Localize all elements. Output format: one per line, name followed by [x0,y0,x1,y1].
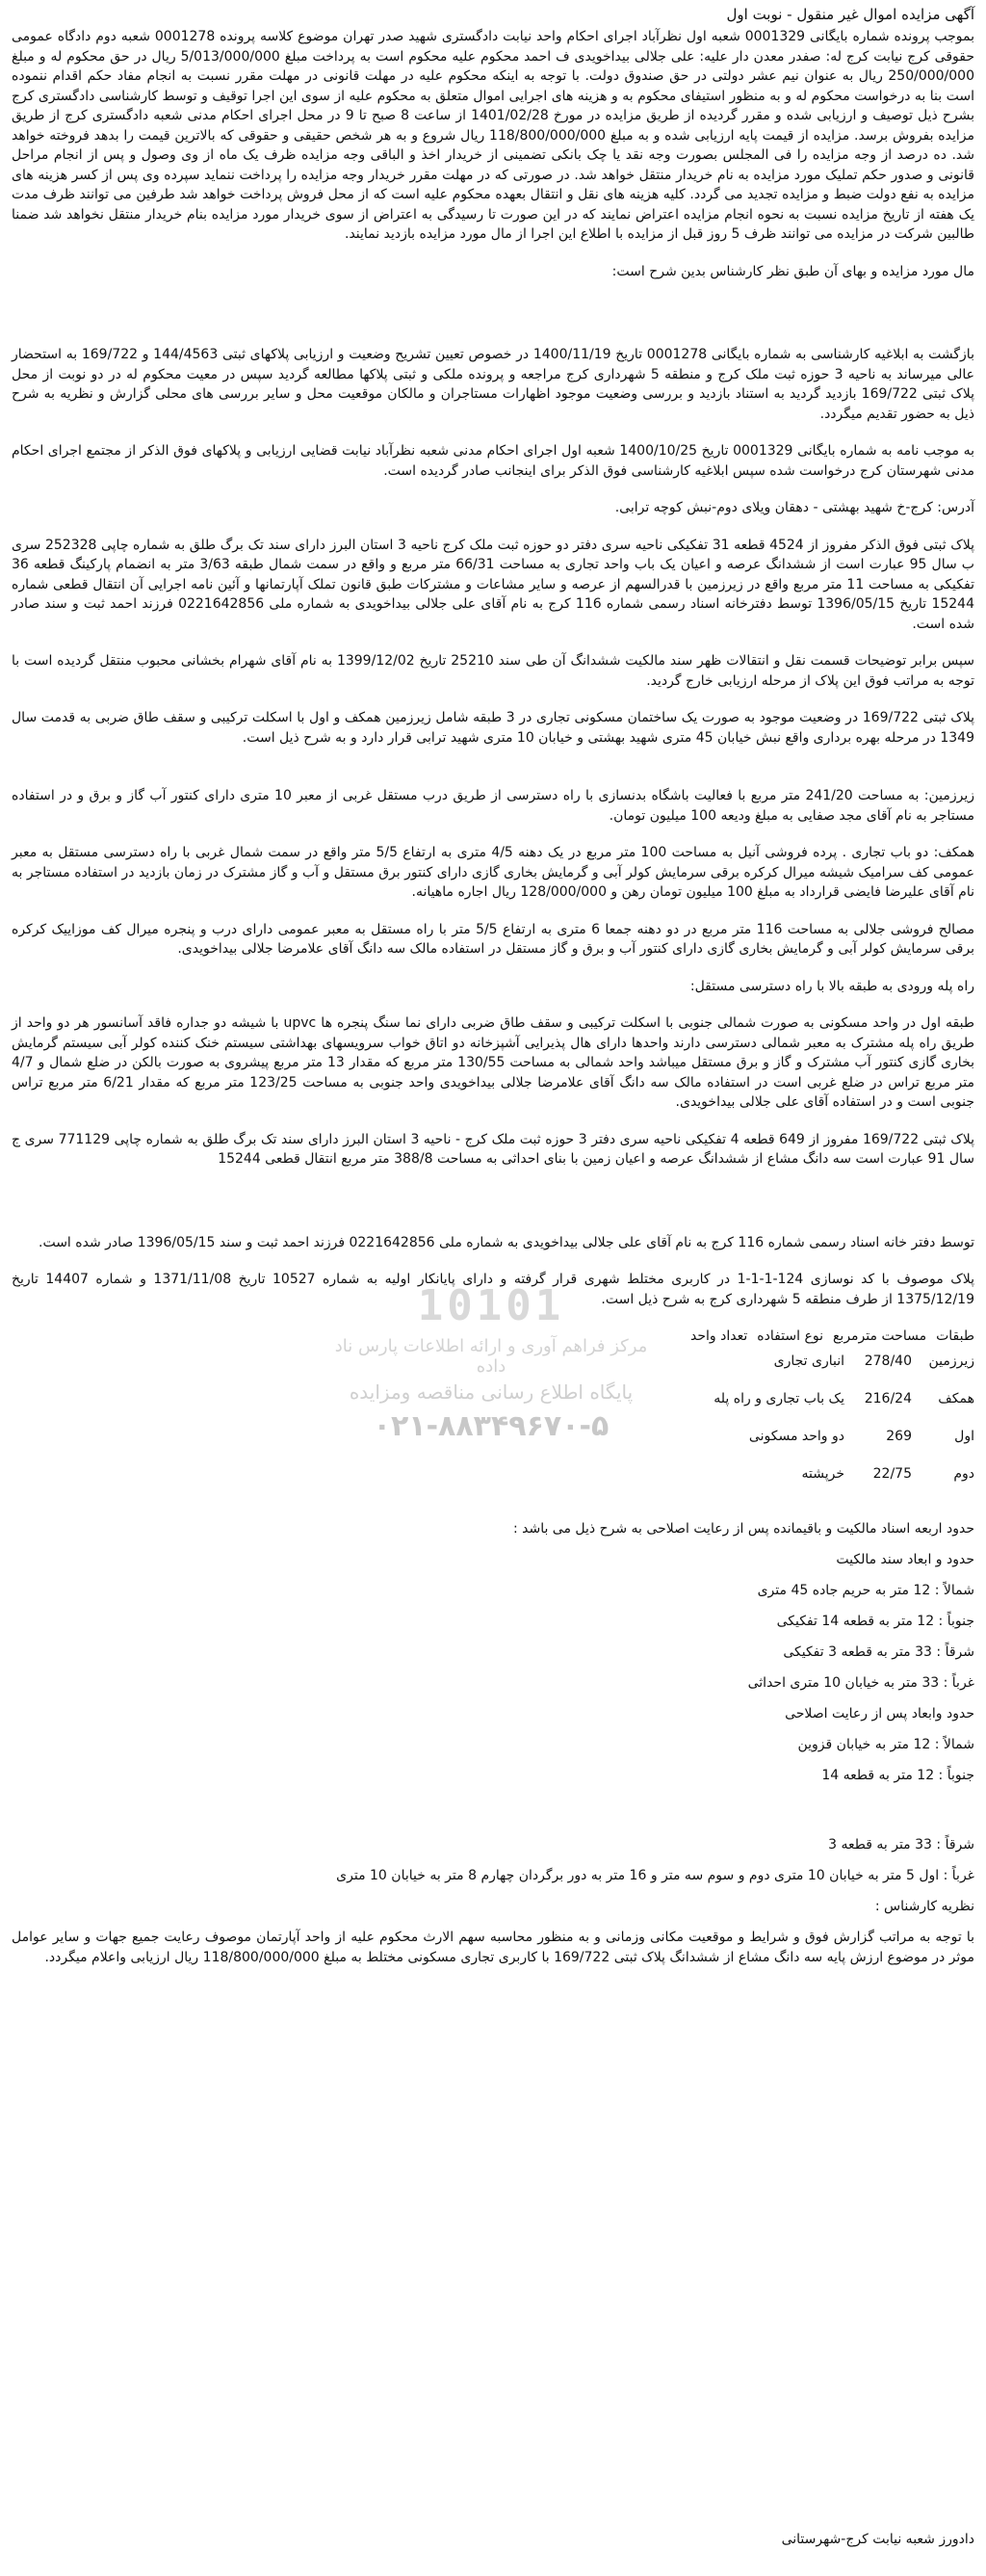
watermark-line2: پایگاه اطلاع رسانی مناقصه ومزایده [349,1380,634,1404]
floor-cell: زیرزمین [928,1354,974,1369]
area-cell: 22/75 [872,1466,912,1482]
table-row [12,1427,974,1446]
bound-south-corrected: جنوباً : 12 متر به قطعه 14 [821,1768,974,1783]
bound-east: شرقاً : 33 متر به قطعه 3 تفکیکی [783,1644,974,1660]
watermark-phone: ۰۲۱-۸۸۳۴۹۶۷۰-۵ [373,1409,610,1443]
stair-line: راه پله ورودی به طبقه بالا با راه دسترسی مستقل: [689,978,974,994]
table-body [12,1352,974,1484]
table-row [12,1352,974,1371]
area-cell: 216/24 [864,1391,912,1406]
notice-title: آگهی مزایده اموال غیر منقول - نوبت اول [726,6,974,23]
followup-paragraph: به موجب نامه به شماره بایگانی 0001329 تاریخ 1400/10/25 شعبه اول اجرای احکام مدنی شعبه نظرآباد نیابت قضایی ارزیابی و پلاکهای فوق الذکر از مجتمع اجرای احکام مدنی شهرستان کرج درخواست شده سپس ابلاغیه کارشناسی فوق الذکر برای اینجانب صادر گردیده است. [12,443,974,479]
notice-page [12,0,974,1967]
floor-cell: دوم [953,1466,974,1482]
registry-paragraph: توسط دفتر خانه اسناد رسمی شماره 116 کرج به نام آقای علی جلالی بیداخویدی به شماره ملی 0221642856 فرزند احمد ثبت و سند 1396/05/15 صادر شده است. [39,1234,974,1250]
area-cell: 269 [886,1429,912,1444]
basement-paragraph: زیرزمین: به مساحت 241/20 متر مربع با فعالیت باشگاه بدنسازی با راه دسترسی از طریق درب مستقل غربی از معبر 10 متری دارای کنتور آب گاز و برق و در استفاده مستاجر به نام آقای مجد صفایی به مبلغ ودیعه 100 میلیون تومان. [12,788,974,824]
plaque1-paragraph: پلاک ثبتی فوق الذکر مفروز از 4524 قطعه 31 تفکیکی ناحیه سری دفتر دو حوزه ثبت ملک کرج ناحیه 3 استان البرز دارای سند تک برگ طلق به شماره چاپی 252328 سری ب سال 95 عبارت است از ششدانگ عرصه و اعیان یک باب واحد تجاری به مساحت 66/31 متر مربع و واقع در سمت شمال طبقه 3/63 متر به انضمام پارکینگ قطعه 36 تفکیکی به مساحت 11 متر مربع واقع در زیرزمین با قدرالسهم از عرصه و سایر مشاعات و مشترکات طبق قانون تملک آپارتمانها و آئین نامه اجرایی آن انتقال قطعی شماره 15244 تاریخ 1396/05/15 توسط دفترخانه اسناد رسمی شماره 116 کرج به نام آقای علی جلالی بیداخویدی به شماره ملی 0221642856 فرزند احمد ثبت و سند صادر شده است. [12,537,975,632]
table-header [12,1327,974,1346]
bounds-intro: حدود اربعه اسناد مالکیت و باقیمانده پس از رعایت اصلاحی به شرح ذیل می باشد : [512,1521,974,1537]
value-heading: مال مورد مزایده و بهای آن طبق نظر کارشناس بدین شرح است: [611,263,974,279]
plaque4-paragraph: پلاک ثبتی 169/722 مفروز از 649 قطعه 4 تفکیکی ناحیه سری دفتر 3 حوزه ثبت ملک کرج - ناحیه 3 استان البرز دارای سند تک برگ طلق به شماره چاپی 771129 سری ج سال 91 عبارت است سه دانگ مشاع از ششدانگ عرصه و اعیان زمین با بنای احداثی به مساحت 388/8 متر مربع انتقال قطعی 15244 [12,1131,975,1167]
firstfloor-paragraph: طبقه اول در واحد مسکونی به صورت شمالی جنوبی با اسکلت ترکیبی و سقف طاق ضربی دارای نما سنگ پنجره ها upvc با شیشه دو جداره فاقد آسانسور هر دو واحد از طریق راه پله مشترک به معبر شمالی دسترسی دارند واحدها دارای هال پذیرایی آشپزخانه دو اتاق خواب سرویسهای بهداشتی سیستم خنک کننده کولر آبی سیستم گرمایش بخاری گازی کنتور آب مشترک و گاز و برق مستقل میباشد واحد شمالی به مساحت 130/55 متر مربع که مقدار 13 متر مربع پیشروی به صورت بالکن در ضلع شمال و 4/7 متر مربع تراس در ضلع غربی است در استفاده مالک سه دانگ آقای علامرضا جلالی بیداخویدی واحد جنوبی به مساحت 123/25 متر مربع که مقدار 6/21 متر مربع تراس جنوبی است و در استفاده آقای علی جلالی بیداخویدی. [12,1015,975,1110]
watermark-digits: 10101 [417,1281,565,1330]
bounds-title-deed: حدود و ابعاد سند مالکیت [836,1552,974,1567]
bound-west: غرباً : 33 متر به خیابان 10 متری احداثی [747,1675,974,1691]
bound-north-corrected: شمالاً : 12 متر به خیابان قزوین [797,1737,974,1752]
plaque3-paragraph: پلاک ثبتی 169/722 در وضعیت موجود به صورت یک ساختمان مسکونی تجاری در 3 طبقه شامل زیرزمین همکف و اول با اسکلت ترکیبی و سقف طاق ضربی به قدمت سال 1349 در مرحله بهره برداری واقع نبش خیابان 45 متری شهید بهشتی و خیابان 10 متری شهید ترابی قرار دارد و به شرح ذیل است. [12,710,974,746]
groundfloor-paragraph: همکف: دو باب تجاری . پرده فروشی آنیل به مساحت 100 متر مربع در یک دهنه 4/5 متری به ارتفاع 5/5 متر واقع در سمت شمال غربی با راه دسترسی مستقل به معبر عمومی کف سرامیک شیشه میرال کرکره برقی سرمایش کولر آبی و گرمایش بخاری گازی دارای کنتور برق مستقل و آب و گاز مشترک در زمان بازدید در استفاده مستاجر به نام آقای علیرضا فایضی قرارداد به مبلغ 100 میلیون تومان رهن و 128/000/000 ریال اجاره ماهیانه. [12,845,975,900]
use-cell: خرپشته [801,1466,844,1482]
floor-cell: همکف [938,1391,974,1406]
table-header-cell: مساحت مترمربع [832,1328,927,1344]
bound-east-corrected: شرقاً : 33 متر به قطعه 3 [828,1837,974,1853]
bound-south: جنوباً : 12 متر به قطعه 14 تفکیکی [776,1614,974,1629]
use-cell: انباری تجاری [773,1354,844,1369]
bound-north: شمالاً : 12 متر به حریم جاده 45 متری [757,1583,974,1598]
bounds-title-corrected: حدود وابعاد پس از رعایت اصلاحی [785,1706,974,1722]
use-cell: یک باب تجاری و راه پله [714,1391,844,1406]
table-row [12,1389,974,1408]
signature-line: دادورز شعبه نیابت کرج-شهرستانی [781,2532,974,2547]
intro-paragraph: بموجب پرونده شماره بایگانی 0001329 شعبه اول نظرآباد اجرای احکام واحد نیابت دادگستری شهید صدر تهران موضوع کلاسه پرونده 0001278 شعبه دوم دادگاه عمومی حقوقی کرج نیابت کرج له: صفدر معدن دار علیه: علی جلالی بیداخویدی ف احمد محکوم علیه محکوم است به پرداخت مبلغ 5/013/000/000 ریال در حق محکوم له و مبلغ 250/000/000 ریال به عنوان نیم عشر دولتی در حق صندوق دولت. با توجه به اینکه محکوم علیه در مهلت قانونی در مهلت مقرر نسبت به انجام مفاد حکم اقدام ننموده است بنا به درخواست محکوم له و به منظور استیفای محکوم به و هزینه های اجرایی اموال متعلق به محکوم علیه از سوی این اجرا توقیف و توسط کارشناسی دادگستری کرج بشرح ذیل توصیف و ارزیابی شده و مقرر گردیده از طریق مزایده در مورخ 1401/02/28 از ساعت 8 صبح تا 9 در محل اجرای احکام مدنی شعبه دادگستری کرج از طریق مزایده بفروش برسد. مزایده از قیمت پایه ارزیابی شده و به مبلغ 118/800/000/000 ریال شروع و به هر شخص حقیقی و حقوقی که بالاترین قیمت را بدهد فروخته خواهد شد. ده درصد از وجه مزایده را فی المجلس بصورت وجه نقد یا چک بانکی تضمینی از خریدار اخذ و الباقی وجه مزایده ظرف یک ماه از وی وصول و پس از انجام مراحل قانونی و صدور حکم تملیک مورد مزایده به نام خریدار منتقل خواهد شد. در صورتی که در مهلت مقرر خریدار وجه مزایده را پرداخت ننماید سپرده وی پس از کسر هزینه های مزایده به نفع دولت ضبط و مزایده تجدید می گردد. کلیه هزینه های نقل و انتقال بعهده محکوم علیه است که از محل فروش پرداخت خواهد شد طرفین می توانند ظرف مدت یک هفته از تاریخ مزایده نسبت به نحوه انجام مزایده اعتراض نمایند که در این صورت تا رسیدگی به اعتراض از سوی خریدار مورد مزایده بنام خریدار منتقل نخواهد شد ضمنا طالبین شرکت در مزایده می توانند ظرف 5 روز قبل از مزایده با اطلاع این اجرا از مال مورد مزایده بازدید نمایند. [12,29,974,242]
table-header-cell: تعداد واحد [690,1328,748,1344]
address-line: آدرس: کرج-خ شهید بهشتی - دهقان ویلای دوم-نبش کوچه ترابی. [614,500,974,515]
bound-west-corrected: غرباً : اول 5 متر به خیابان 10 متری دوم و سوم سه متر و 16 متر به دور برگردان چهارم 8 متر به خیابان 10 متری [336,1868,974,1883]
area-cell: 278/40 [864,1354,912,1369]
floor-cell: اول [954,1429,974,1444]
use-cell: دو واحد مسکونی [748,1429,844,1444]
report-paragraph: بازگشت به ابلاغیه کارشناسی به شماره بایگانی 0001278 تاریخ 1400/11/19 در خصوص تعیین تشریح وضعیت و ارزیابی پلاکهای ثبتی 144/4563 و 169/722 به استحضار عالی میرساند به ناحیه 3 حوزه ثبت ملک کرج و منطقه 5 شهرداری کرج مراجعه و پرونده ملکی و ثبتی پلاکها مطالعه گردید سپس در معیت محکوم له در دو نوبت از محل پلاک ثبتی 169/722 بازدید گردید به استناد بازدید و بررسی وضعیت موجود اظهارات مستاجران و مالکان موقعیت محل و سایر بررسی های محلی گزارش و نظریه به شرح ذیل به حضور تقدیم میگردد. [12,347,974,422]
table-header-cell: طبقات [936,1328,974,1344]
watermark-line1: مرکز فراهم آوری و ارائه اطلاعات پارس ناد داده [334,1336,648,1377]
usage-paragraph: پلاک موصوف با کد نوسازی 124-1-1-1 در کاربری مختلط شهری قرار گرفته و دارای پایانکار اولیه به شماره 10527 تاریخ 1371/11/08 و شماره 14407 تاریخ 1375/12/19 از طرف منطقه 5 شهرداری کرج به شرح ذیل است. [12,1272,974,1307]
opinion-title: نظریه کارشناس : [874,1899,974,1914]
table-header-cell: نوع استفاده [757,1328,823,1344]
opinion-paragraph: با توجه به مراتب گزارش فوق و شرایط و موقعیت مکانی وزمانی و به منظور محاسبه سهم الارث محکوم علیه از واحد آپارتمان موصوف رعایت جمیع جهات و سایر عوامل موثر در موضوع ارزش پایه سه دانگ مشاع از ششدانگ پلاک ثبتی 169/722 با کاربری تجاری مسکونی مختلط به مبلغ 118/800/000/000 ریال ارزیابی واعلام میگردد. [12,1930,974,1965]
shop2-paragraph: مصالح فروشی جلالی به مساحت 116 متر مربع در دو دهنه جمعا 6 متری به ارتفاع 5/5 متر با راه مستقل به معبر عمومی دارای درب و پنجره میرال کف موزاییک کرکره برقی سرمایش کولر آبی و گرمایش بخاری گازی دارای کنتور آب و برق و گاز مستقل در استفاده مالک سه دانگ آقای علامرضا جلالی بیداخویدی. [12,921,974,957]
table-row [12,1464,974,1484]
plaque2-paragraph: سپس برابر توضیحات قسمت نقل و انتقالات ظهر سند مالکیت ششدانگ آن طی سند 25210 تاریخ 1399/12/02 به نام آقای شهرام بخشانی محبوب منتقل گردیده است با توجه به مراتب فوق این پلاک از مرحله ارزیابی خارج گردید. [12,653,974,689]
